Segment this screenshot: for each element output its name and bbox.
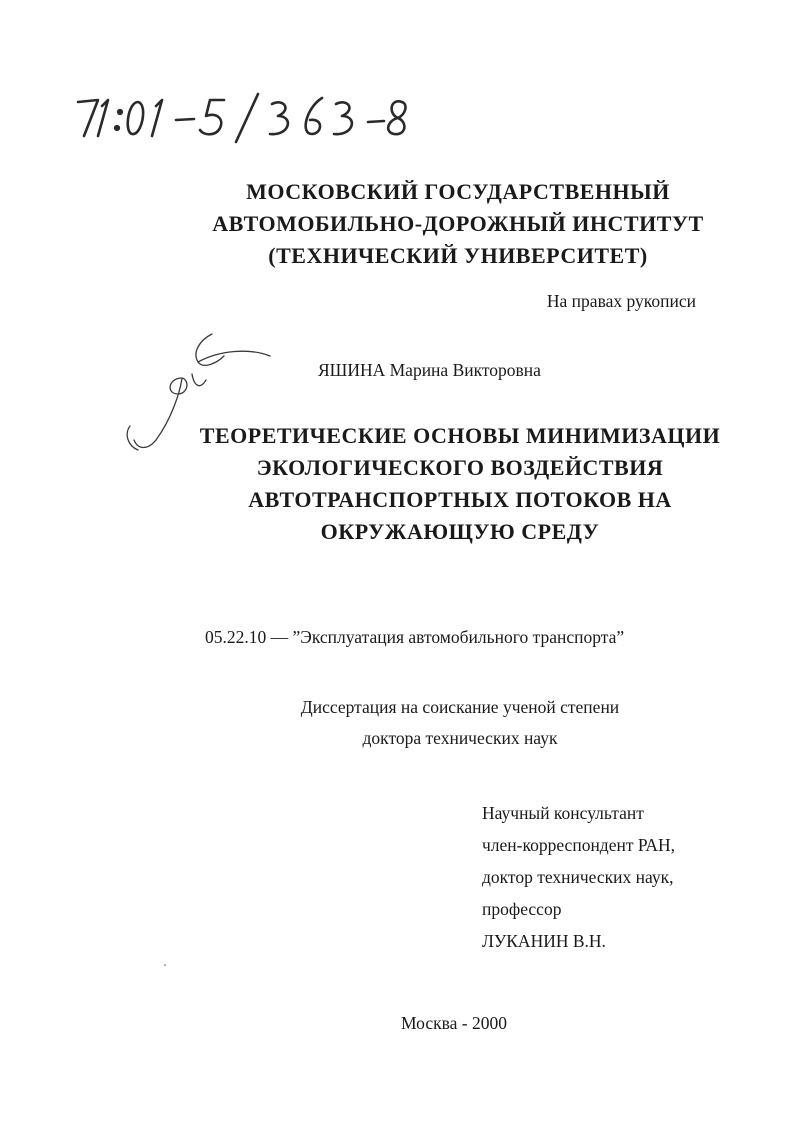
title-line-4: ОКРУЖАЮЩУЮ СРЕДУ [320,519,600,544]
consultant-line-1: Научный консультант [482,803,644,823]
institute-line-3: (ТЕХНИЧЕСКИЙ УНИВЕРСИТЕТ) [268,243,648,268]
degree-line-1: Диссертация на соискание ученой степени [300,697,620,717]
dissertation-title [160,420,760,548]
scan-speck [164,964,166,966]
specialty-code: 05.22.10 — ”Эксплуатация автомобильного транспорта” [205,627,625,647]
institute-line-1: МОСКОВСКИЙ ГОСУДАРСТВЕННЫЙ [246,179,670,204]
title-line-3: АВТОТРАНСПОРТНЫХ ПОТОКОВ НА [248,487,672,512]
institute-line-2: АВТОМОБИЛЬНО-ДОРОЖНЫЙ ИНСТИТУТ [212,211,704,236]
consultant-line-2: член-корреспондент РАН, [482,835,676,855]
consultant-line-5: ЛУКАНИН В.Н. [482,931,606,951]
institute-name [180,176,736,272]
city-and-year: Москва - 2000 [401,1013,507,1033]
handwritten-catalogue-code [72,88,412,148]
consultant-line-3: доктор технических наук, [482,867,674,887]
degree-line-2: доктора технических наук [362,728,558,748]
rights-notice: На правах рукописи [546,291,696,311]
consultant-line-4: профессор [482,899,562,919]
degree-statement [200,692,720,754]
title-line-2: ЭКОЛОГИЧЕСКОГО ВОЗДЕЙСТВИЯ [256,455,664,480]
author-name: ЯШИНА Марина Викторовна [318,360,541,380]
scientific-consultant [482,797,675,957]
title-line-1: ТЕОРЕТИЧЕСКИЕ ОСНОВЫ МИНИМИЗАЦИИ [199,423,721,448]
